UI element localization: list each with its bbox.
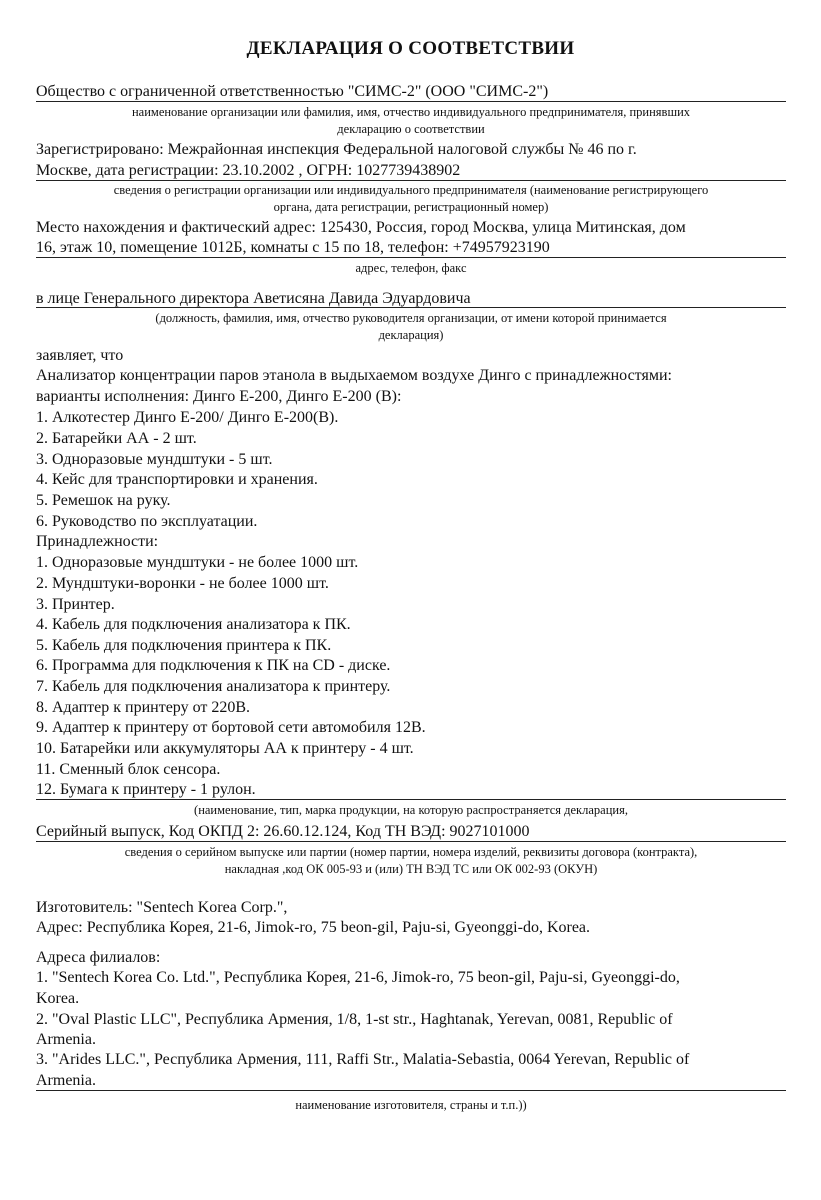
branch-line: Armenia.	[36, 1072, 96, 1089]
manufacturer-line-1: Изготовитель: "Sentech Korea Corp.",	[36, 899, 288, 916]
product-line: 6. Программа для подключения к ПК на CD - диске.	[36, 657, 391, 674]
serial-caption-2: накладная ,код ОК 005-93 и (или) ТН ВЭД ТС или ОК 002-93 (ОКУН)	[224, 862, 598, 876]
product-line: заявляет, что	[36, 347, 124, 364]
representative-line: в лице Генерального директора Аветисяна Давида Эдуардовича	[36, 290, 471, 307]
product-line: 1. Алкотестер Динго Е-200/ Динго Е-200(В).	[36, 409, 339, 426]
manufacturer-address: Адрес: Республика Корея, 21-6, Jimok-ro, 75 beon-gil, Paju-si, Gyeonggi-do, Korea.	[36, 919, 591, 936]
product-line: 5. Кабель для подключения принтера к ПК.	[36, 637, 332, 654]
product-line: 7. Кабель для подключения анализатора к принтеру.	[36, 678, 391, 695]
organization-caption-1: наименование организации или фамилия, имя, отчество индивидуального предпринимателя, принявших	[131, 105, 691, 119]
product-line: 8. Адаптер к принтеру от 220В.	[36, 699, 251, 716]
product-line: 1. Одноразовые мундштуки - не более 1000 шт.	[36, 554, 359, 571]
product-line: 4. Кейс для транспортировки и хранения.	[36, 471, 318, 488]
divider	[36, 1090, 786, 1091]
address-line-2: 16, этаж 10, помещение 1012Б, комнаты с 15 по 18, телефон: +74957923190	[36, 239, 550, 256]
representative-caption-2: декларация)	[378, 328, 444, 342]
divider	[36, 257, 786, 258]
branch-line: Korea.	[36, 990, 80, 1007]
divider	[36, 101, 786, 102]
address-caption: адрес, телефон, факс	[355, 261, 467, 275]
registration-caption-2: органа, дата регистрации, регистрационный номер)	[273, 200, 549, 214]
divider	[36, 180, 786, 181]
organization-name: Общество с ограниченной ответственностью "СИМС-2" (ООО "СИМС-2")	[36, 83, 549, 100]
serial-caption-1: сведения о серийном выпуске или партии (номер партии, номера изделий, реквизиты договора (контракта),	[124, 845, 698, 859]
branch-line: Armenia.	[36, 1031, 96, 1048]
branches-heading: Адреса филиалов:	[36, 949, 161, 966]
product-line: 5. Ремешок на руку.	[36, 492, 171, 509]
registration-caption-1: сведения о регистрации организации или индивидуального предпринимателя (наименование регистрирующего	[113, 183, 709, 197]
registration-line-2: Москве, дата регистрации: 23.10.2002 , ОГРН: 1027739438902	[36, 162, 461, 179]
product-line: 10. Батарейки или аккумуляторы АА к принтеру - 4 шт.	[36, 740, 414, 757]
product-line: 2. Батарейки АА - 2 шт.	[36, 430, 197, 447]
branch-line: 1. "Sentech Korea Co. Ltd.", Республика Корея, 21-6, Jimok-ro, 75 beon-gil, Paju-si, Gyeonggi-do,	[36, 969, 680, 986]
product-line: Анализатор концентрации паров этанола в выдыхаемом воздухе Динго с принадлежностями:	[36, 367, 672, 384]
product-line: 4. Кабель для подключения анализатора к ПК.	[36, 616, 351, 633]
serial-line: Серийный выпуск, Код ОКПД 2: 26.60.12.124, Код ТН ВЭД: 9027101000	[36, 823, 530, 840]
product-line: 3. Одноразовые мундштуки - 5 шт.	[36, 451, 273, 468]
registration-line-1: Зарегистрировано: Межрайонная инспекция Федеральной налоговой службы № 46 по г.	[36, 141, 637, 158]
product-line: 9. Адаптер к принтеру от бортовой сети автомобиля 12В.	[36, 719, 426, 736]
organization-caption-2: декларацию о соответствии	[337, 122, 485, 136]
document-title: ДЕКЛАРАЦИЯ О СООТВЕТСТВИИ	[246, 38, 575, 59]
product-line: 12. Бумага к принтеру - 1 рулон.	[36, 781, 256, 798]
divider	[36, 307, 786, 308]
divider	[36, 799, 786, 800]
product-line: 3. Принтер.	[36, 596, 115, 613]
product-line: варианты исполнения: Динго Е-200, Динго Е-200 (В):	[36, 388, 402, 405]
branch-line: 2. "Oval Plastic LLC", Республика Армения, 1/8, 1-st str., Haghtanak, Yerevan, 0081, Republic of	[36, 1011, 673, 1028]
manufacturer-caption: наименование изготовителя, страны и т.п.))	[295, 1098, 527, 1112]
divider	[36, 841, 786, 842]
product-line: 6. Руководство по эксплуатации.	[36, 513, 258, 530]
representative-caption-1: (должность, фамилия, имя, отчество руководителя организации, от имени которой принимается	[155, 311, 667, 325]
address-line-1: Место нахождения и фактический адрес: 125430, Россия, город Москва, улица Митинская, дом	[36, 219, 686, 236]
product-line: 11. Сменный блок сенсора.	[36, 761, 221, 778]
product-caption: (наименование, тип, марка продукции, на которую распространяется декларация,	[194, 803, 628, 817]
product-line: 2. Мундштуки-воронки - не более 1000 шт.	[36, 575, 329, 592]
branch-line: 3. "Arides LLC.", Республика Армения, 111, Raffi Str., Malatia-Sebastia, 0064 Yerevan, Republic of	[36, 1051, 690, 1068]
product-line: Принадлежности:	[36, 533, 159, 550]
